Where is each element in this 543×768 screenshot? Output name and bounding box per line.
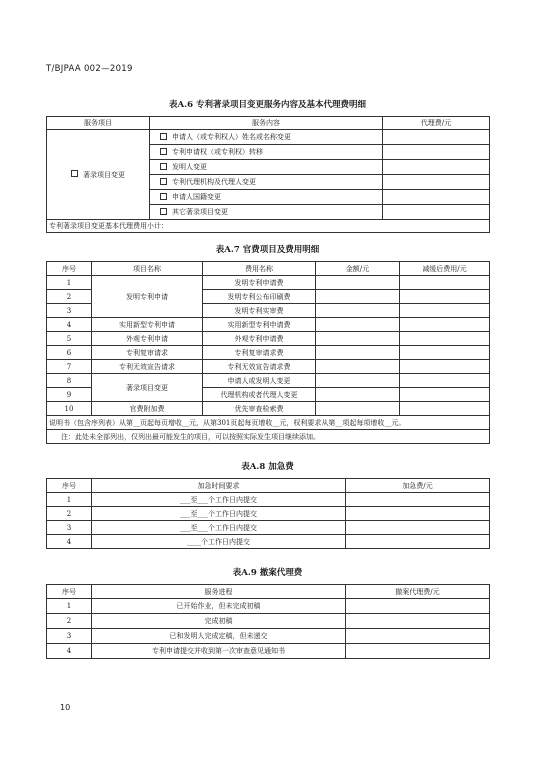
- item-name: 著录项目变更: [92, 374, 203, 402]
- fee-name: 外观专利申请费: [203, 332, 316, 346]
- reduced-cell: [400, 346, 490, 360]
- reduced-cell: [400, 304, 490, 318]
- col-header-reduced-fee: 减缓后费用/元: [400, 262, 490, 276]
- table-note: 注：此处未全部列出，仅列出最可能发生的项目，可以按照实际发生项目继续添加。: [47, 430, 490, 444]
- service-item-cell: 著录项目变更: [47, 130, 150, 220]
- standard-number: T/BJPAA 002—2019: [46, 64, 133, 74]
- item-name: 专利无效宣告请求: [92, 360, 203, 374]
- fee-name: 实用新型专利申请费: [203, 318, 316, 332]
- col-header-no: 序号: [47, 479, 92, 493]
- checkbox-icon[interactable]: [160, 193, 167, 200]
- item-name: 实用新型专利申请: [92, 318, 203, 332]
- item-name: 官费附加费: [92, 402, 203, 416]
- page-number: 10: [60, 703, 71, 712]
- table-row: 3 ___至___个工作日内提交: [47, 521, 490, 535]
- table-a9-title: 表A.9 撤案代理费: [232, 568, 303, 578]
- row-no: 5: [47, 332, 92, 346]
- reduced-cell: [400, 388, 490, 402]
- table-a6-title: 表A.6 专利著录项目变更服务内容及基本代理费明细: [169, 100, 366, 110]
- col-header-urgent-time: 加急时间要求: [92, 479, 346, 493]
- row-no: 6: [47, 346, 92, 360]
- reduced-cell: [400, 318, 490, 332]
- checkbox-icon[interactable]: [160, 208, 167, 215]
- fee-cell: [383, 130, 490, 145]
- specification-note: 说明书（包含序列表）从第__页起每页增收__元，从第301页起每页增收__元，权利要求从第__项起每项增收__元。: [47, 416, 490, 430]
- checkbox-icon[interactable]: [160, 178, 167, 185]
- item-name: 专利复审请求: [92, 346, 203, 360]
- col-header-no: 序号: [47, 262, 92, 276]
- table-row: 2 ___至___个工作日内提交: [47, 507, 490, 521]
- row-no: 4: [47, 318, 92, 332]
- col-header-fee-name: 费用名称: [203, 262, 316, 276]
- service-content-row: 专利代理机构及代理人变更: [150, 175, 383, 190]
- amount-cell: [316, 276, 400, 290]
- col-header-service-progress: 服务进程: [92, 585, 346, 599]
- amount-cell: [316, 304, 400, 318]
- amount-cell: [316, 318, 400, 332]
- row-no: 2: [47, 290, 92, 304]
- fee-name: 发明专利实审费: [203, 304, 316, 318]
- col-header-service-item: 服务项目: [47, 117, 150, 130]
- fee-name: 申请人或发明人变更: [203, 374, 316, 388]
- fee-cell: [383, 160, 490, 175]
- amount-cell: [316, 332, 400, 346]
- row-no: 1: [47, 276, 92, 290]
- checkbox-icon[interactable]: [160, 163, 167, 170]
- table-a6: [46, 116, 490, 233]
- checkbox-icon[interactable]: [160, 133, 167, 140]
- table-row: 1 已开始作业，但未完成初稿: [47, 599, 490, 614]
- col-header-no: 序号: [47, 585, 92, 599]
- reduced-cell: [400, 290, 490, 304]
- amount-cell: [316, 402, 400, 416]
- reduced-cell: [400, 402, 490, 416]
- service-content-row: 申请人（或专利权人）姓名或名称变更: [150, 130, 383, 145]
- reduced-cell: [400, 276, 490, 290]
- table-row: 1 ___至___个工作日内提交: [47, 493, 490, 507]
- table-row: 4 专利申请提交并收到第一次审查意见通知书: [47, 644, 490, 659]
- fee-name: 代理机构或者代理人变更: [203, 388, 316, 402]
- fee-name: 专利复审请求费: [203, 346, 316, 360]
- table-row: 2 完成初稿: [47, 614, 490, 629]
- fee-name: 专利无效宣告请求费: [203, 360, 316, 374]
- amount-cell: [316, 360, 400, 374]
- col-header-service-content: 服务内容: [150, 117, 383, 130]
- reduced-cell: [400, 374, 490, 388]
- amount-cell: [316, 290, 400, 304]
- table-a7: [46, 261, 490, 444]
- row-no: 3: [47, 304, 92, 318]
- row-no: 7: [47, 360, 92, 374]
- fee-cell: [383, 205, 490, 220]
- reduced-cell: [400, 360, 490, 374]
- col-header-amount: 金额/元: [316, 262, 400, 276]
- item-name: 发明专利申请: [92, 276, 203, 318]
- checkbox-icon[interactable]: [71, 170, 78, 177]
- amount-cell: [316, 346, 400, 360]
- subtotal-row: 专利著录项目变更基本代理费用小计：: [47, 220, 490, 233]
- item-name: 外观专利申请: [92, 332, 203, 346]
- table-row: 3 已和发明人完成定稿，但未递交: [47, 629, 490, 644]
- service-content-row: 申请人国籍变更: [150, 190, 383, 205]
- row-no: 9: [47, 388, 92, 402]
- row-no: 8: [47, 374, 92, 388]
- table-a9: [46, 584, 490, 659]
- col-header-item-name: 项目名称: [92, 262, 203, 276]
- table-row: 4 ____个工作日内提交: [47, 535, 490, 549]
- service-content-row: 发明人变更: [150, 160, 383, 175]
- table-a8: [46, 478, 490, 549]
- col-header-withdraw-fee: 撤案代理费/元: [346, 585, 490, 599]
- col-header-urgent-fee: 加急费/元: [346, 479, 490, 493]
- fee-cell: [383, 145, 490, 160]
- table-a8-title: 表A.8 加急费: [241, 462, 294, 472]
- checkbox-icon[interactable]: [160, 148, 167, 155]
- fee-name: 发明专利申请费: [203, 276, 316, 290]
- amount-cell: [316, 388, 400, 402]
- service-content-row: 其它著录项目变更: [150, 205, 383, 220]
- fee-cell: [383, 175, 490, 190]
- fee-name: 优先审查检索费: [203, 402, 316, 416]
- reduced-cell: [400, 332, 490, 346]
- fee-cell: [383, 190, 490, 205]
- amount-cell: [316, 374, 400, 388]
- service-content-row: 专利申请权（或专利权）转移: [150, 145, 383, 160]
- col-header-agency-fee: 代理费/元: [383, 117, 490, 130]
- table-a7-title: 表A.7 官费项目及费用明细: [215, 245, 320, 255]
- fee-name: 发明专利公布印刷费: [203, 290, 316, 304]
- row-no: 10: [47, 402, 92, 416]
